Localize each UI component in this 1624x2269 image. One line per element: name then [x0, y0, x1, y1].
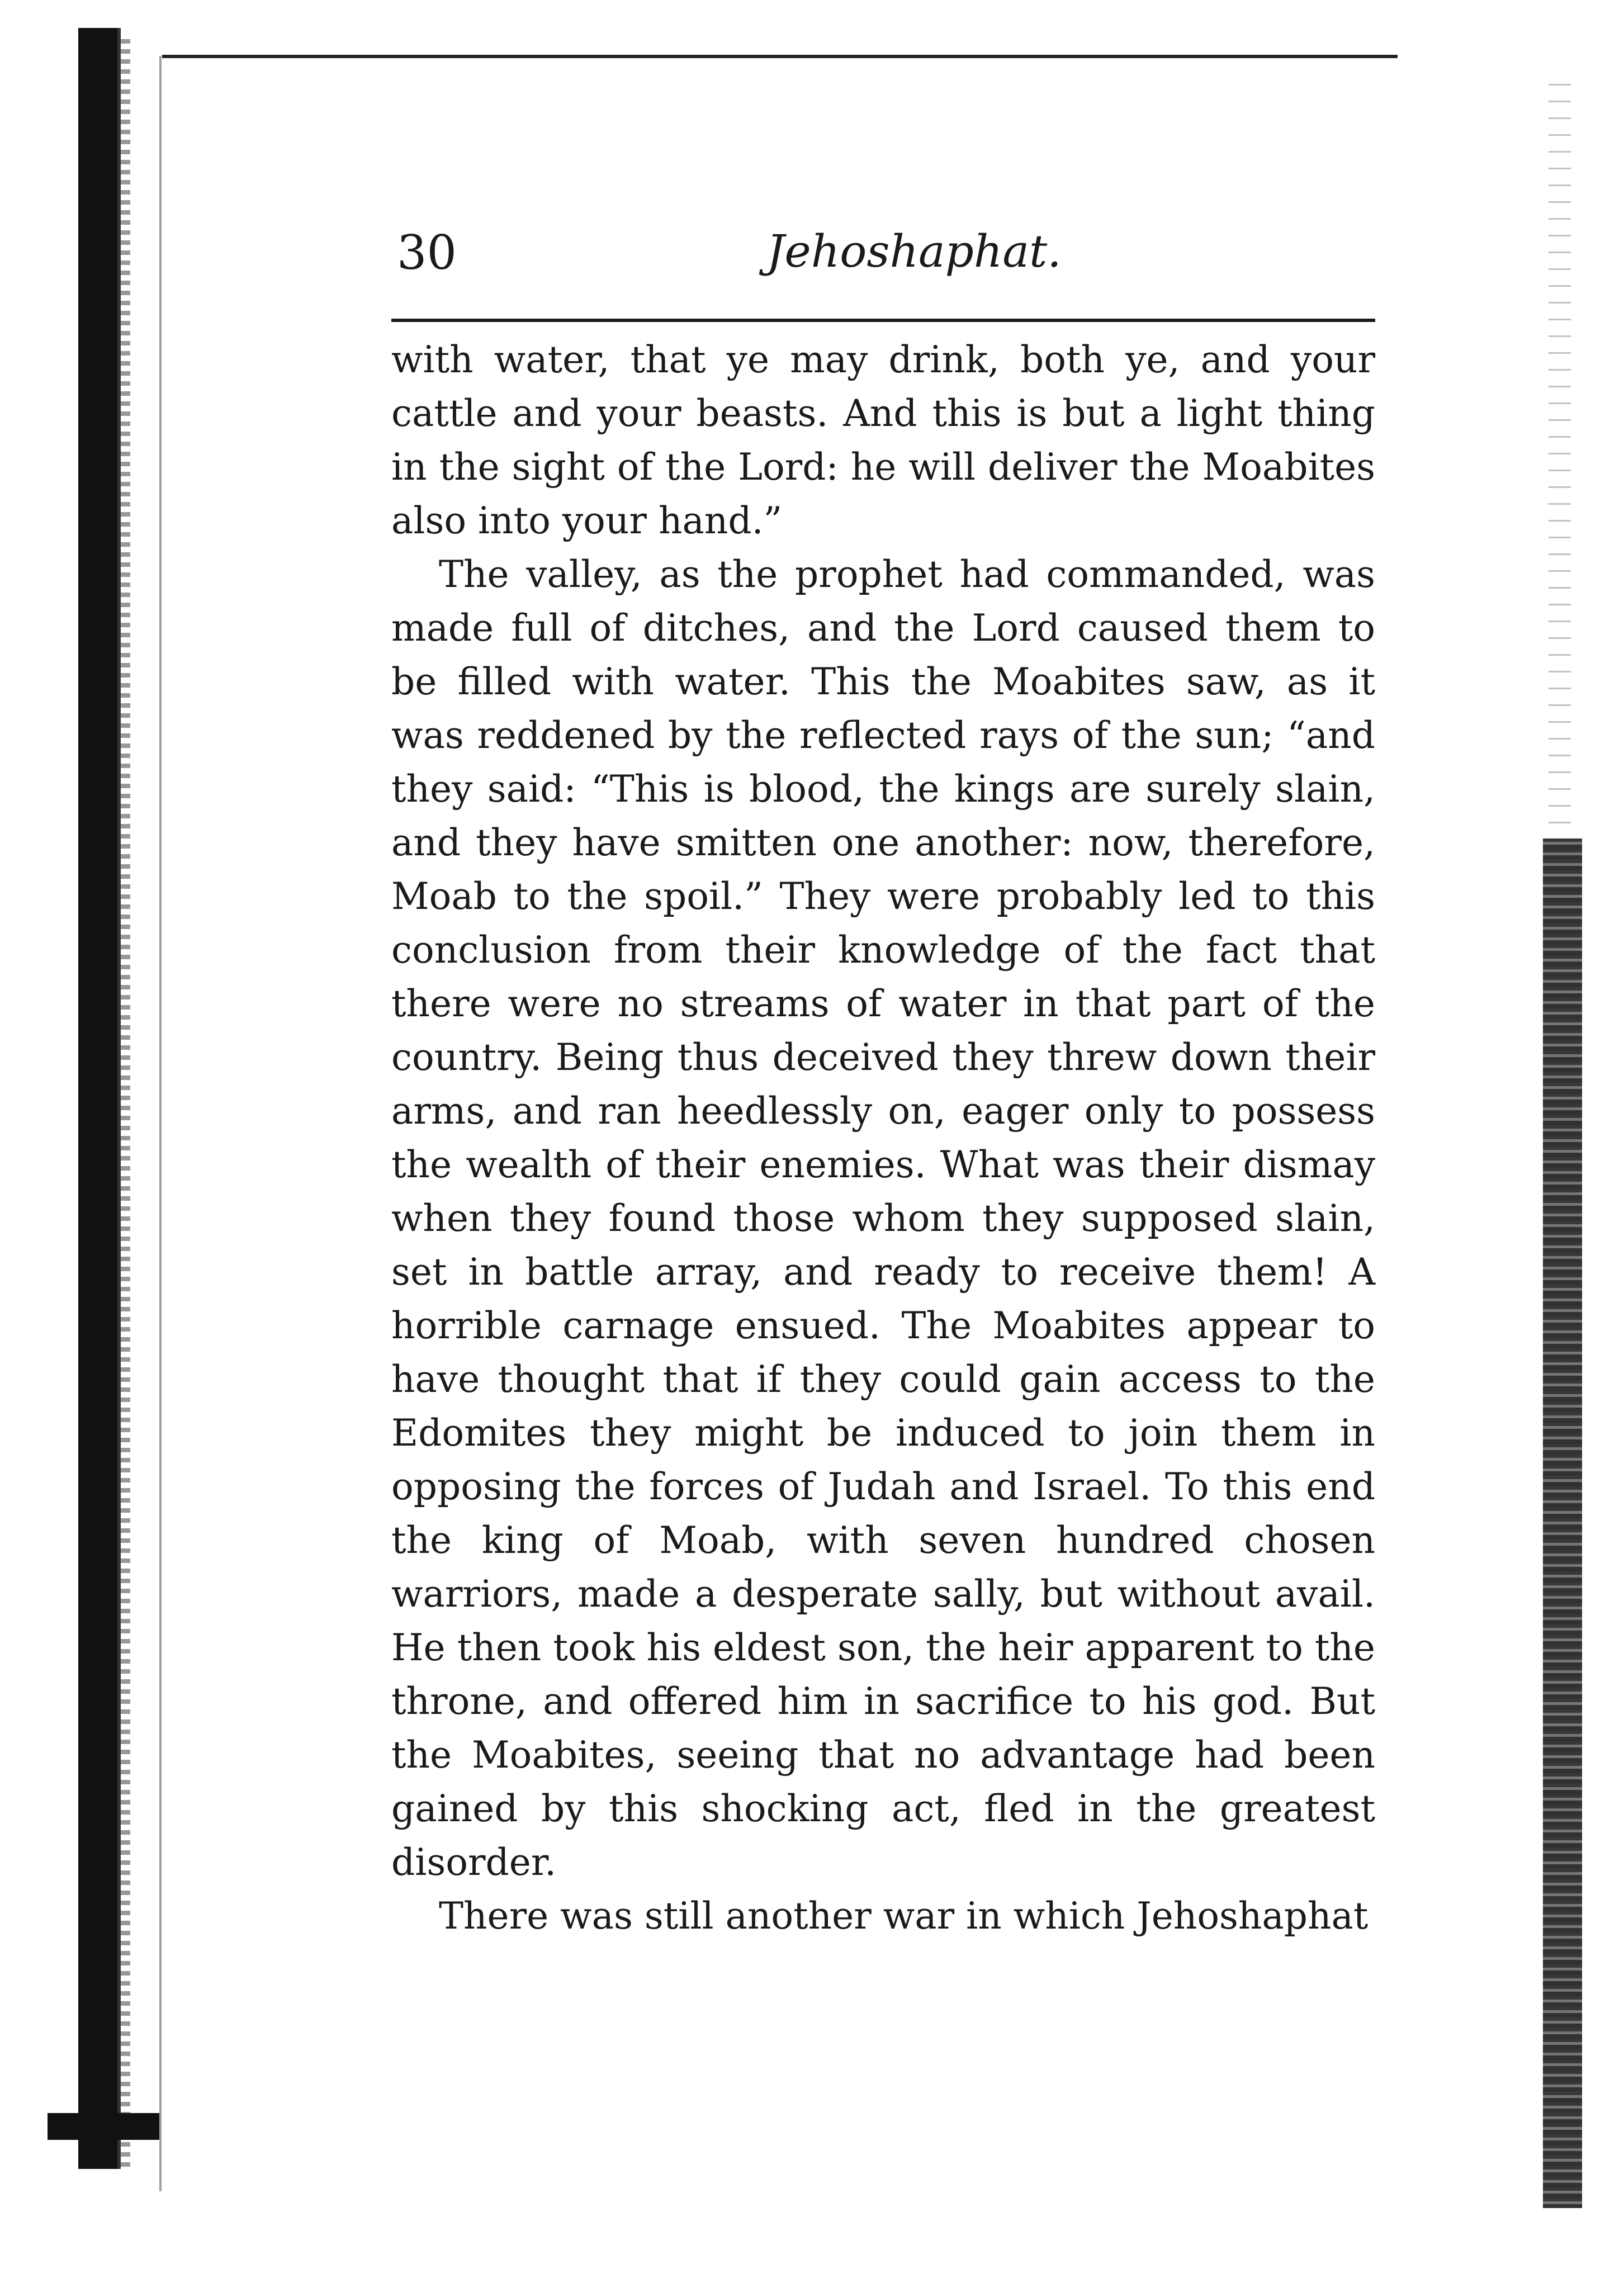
binding-shadow	[78, 28, 121, 2169]
inner-margin-line	[159, 56, 162, 2191]
paragraph: There was still another war in which Jehoshaphat	[439, 1894, 1369, 1938]
page-edge-speckle	[1549, 84, 1571, 827]
page-edge-right	[1543, 839, 1582, 2208]
running-title: Jehoshaphat.	[766, 225, 1062, 277]
page-top-edge	[162, 55, 1398, 58]
page-number: 30	[397, 225, 457, 280]
running-head	[391, 212, 1375, 296]
header-rule	[391, 319, 1375, 322]
body-text	[391, 333, 1375, 1943]
binding-edge-marks	[120, 39, 130, 2169]
book-page	[391, 212, 1375, 1943]
binding-foot-shadow	[48, 2113, 159, 2140]
paragraph-continued: with water, that ye may drink, both ye, and your cattle and your beasts. And this is but a light thing in the sight of the Lord: he will deliver the Moabites also into your hand.”	[391, 338, 1375, 542]
paragraph: The valley, as the prophet had commanded, was made full of ditches, and the Lord caused them to be filled with water. This the Moabites saw, as it was reddened by the reflected rays of the sun; “and they said: “This is blood, the kings are surely slain, and they have smitten one another: now, therefore, Moab to the spoil.” They were probably led to this conclusion from their knowledge of the fact that there were no streams of water in that part of the country. Being thus deceived they threw down their arms, and ran heedlessly on, eager only to possess the wealth of their enemies. What was their dismay when they found those whom they supposed slain, set in battle array, and ready to receive them! A horrible carnage ensued. The Moabites appear to have thought that if they could gain access to the Edomites they might be induced to join them in opposing the forces of Judah and Israel. To this end the king of Moab, with seven hundred chosen warriors, made a desperate sally, but without avail. He then took his eldest son, the heir apparent to the throne, and offered him in sacrifice to his god. But the Moabites, seeing that no advantage had been gained by this shocking act, fled in the greatest disorder.	[391, 553, 1375, 1884]
